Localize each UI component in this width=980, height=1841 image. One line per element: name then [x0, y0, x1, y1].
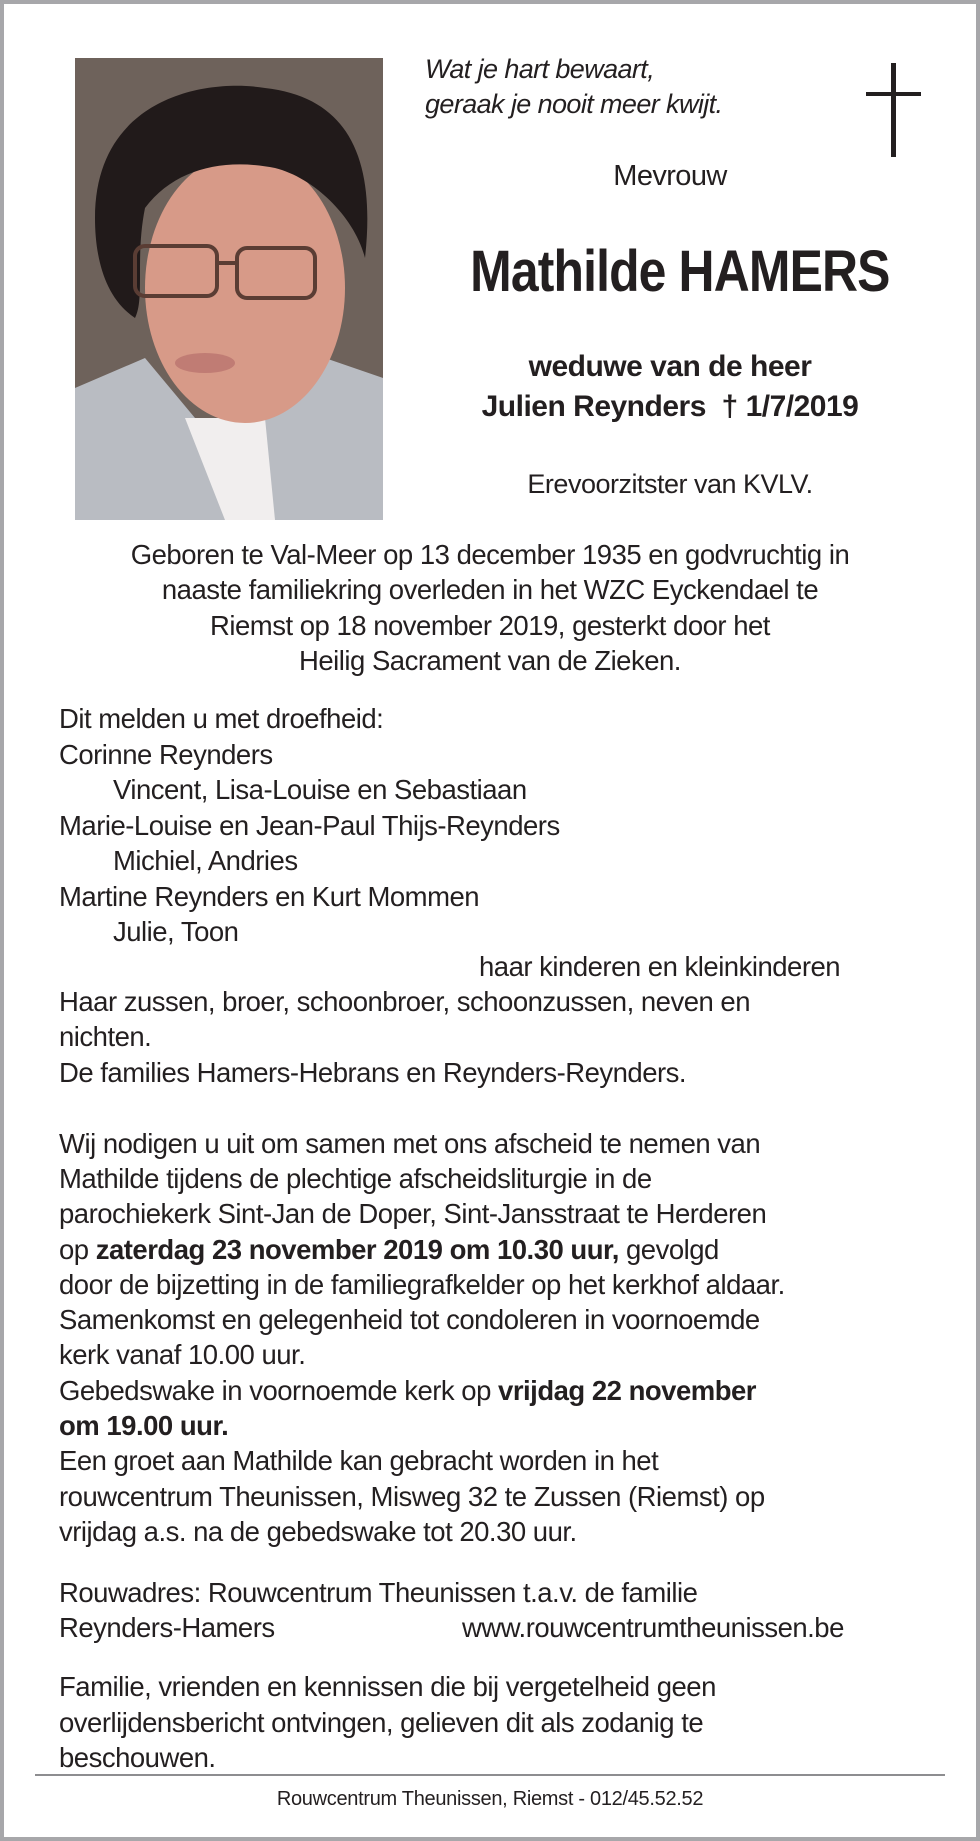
family-other: Haar zussen, broer, schoonbroer, schoonzussen, neven en	[59, 986, 751, 1017]
service-line: parochiekerk Sint-Jan de Doper, Sint-Jansstraat te Herderen	[59, 1198, 767, 1229]
family-line: Martine Reynders en Kurt Mommen	[59, 881, 480, 912]
cross-icon	[891, 63, 896, 157]
funeral-date: zaterdag 23 november 2019 om 10.30 uur,	[95, 1234, 619, 1265]
service-line: Een groet aan Mathilde kan gebracht worden in het	[59, 1445, 659, 1476]
service-line-date	[59, 1234, 719, 1266]
text: gevolgd	[618, 1234, 719, 1265]
deceased-name-text: Mathilde HAMERS	[470, 239, 890, 304]
deceased-name	[420, 238, 940, 305]
notice-line: Familie, vrienden en kennissen die bij vergetelheid geen	[59, 1671, 716, 1702]
wake-date: vrijdag 22 november	[498, 1375, 757, 1406]
family-other: nichten.	[59, 1021, 152, 1052]
text: op	[59, 1234, 96, 1265]
service-line: Samenkomst en gelegenheid tot condoleren in voornoemde	[59, 1304, 760, 1335]
wake-line	[59, 1375, 756, 1407]
birth-death-line: Geboren te Val-Meer op 13 december 1935 en godvruchtig in	[130, 539, 850, 570]
service-line: door de bijzetting in de familiegrafkelder op het kerkhof aldaar.	[59, 1269, 785, 1300]
portrait-photo	[75, 58, 383, 520]
service-line: Mathilde tijdens de plechtige afscheidsliturgie in de	[59, 1163, 652, 1194]
spouse-line: Julien Reynders † 1/7/2019	[481, 390, 859, 423]
spouse-line: weduwe van de heer	[528, 350, 812, 383]
footer-text: Rouwcentrum Theunissen, Riemst - 012/45.52.52	[276, 1788, 704, 1810]
role: Erevoorzitster van KVLV.	[527, 469, 813, 499]
family-line: Vincent, Lisa-Louise en Sebastiaan	[113, 774, 527, 805]
text: Gebedswake in voornoemde kerk op	[59, 1375, 499, 1406]
footer-divider	[35, 1774, 945, 1776]
notice-line: beschouwen.	[59, 1742, 216, 1773]
address-line: Reynders-Hamers	[59, 1612, 275, 1643]
address-line: Rouwadres: Rouwcentrum Theunissen t.a.v. de familie	[59, 1577, 698, 1608]
family-line: Marie-Louise en Jean-Paul Thijs-Reynders	[59, 810, 560, 841]
wake-time	[59, 1410, 228, 1442]
wake-time-text: om 19.00 uur.	[59, 1410, 229, 1441]
family-relation: haar kinderen en kleinkinderen	[479, 951, 841, 982]
family-line: Corinne Reynders	[59, 739, 273, 770]
service-line: rouwcentrum Theunissen, Misweg 32 te Zussen (Riemst) op	[59, 1481, 765, 1512]
service-line: vrijdag a.s. na de gebedswake tot 20.30 uur.	[59, 1516, 577, 1547]
family-other: De families Hamers-Hebrans en Reynders-Reynders.	[59, 1057, 687, 1088]
notice-line: overlijdensbericht ontvingen, gelieven dit als zodanig te	[59, 1707, 704, 1738]
cross-icon-bar	[866, 92, 921, 96]
family-line: Julie, Toon	[113, 916, 239, 947]
family-intro: Dit melden u met droefheid:	[59, 703, 384, 734]
website-link[interactable]: www.rouwcentrumtheunissen.be	[462, 1612, 844, 1643]
service-line: Wij nodigen u uit om samen met ons afscheid te nemen van	[59, 1128, 761, 1159]
birth-death-line: naaste familiekring overleden in het WZC Eyckendael te	[161, 574, 819, 605]
birth-death-line: Riemst op 18 november 2019, gesterkt door het	[210, 610, 770, 641]
quote-line: Wat je hart bewaart,	[425, 54, 655, 84]
service-line: kerk vanaf 10.00 uur.	[59, 1339, 306, 1370]
family-line: Michiel, Andries	[113, 845, 298, 876]
title: Mevrouw	[613, 160, 727, 192]
birth-death-line: Heilig Sacrament van de Zieken.	[299, 645, 681, 676]
quote-line: geraak je nooit meer kwijt.	[425, 89, 723, 119]
